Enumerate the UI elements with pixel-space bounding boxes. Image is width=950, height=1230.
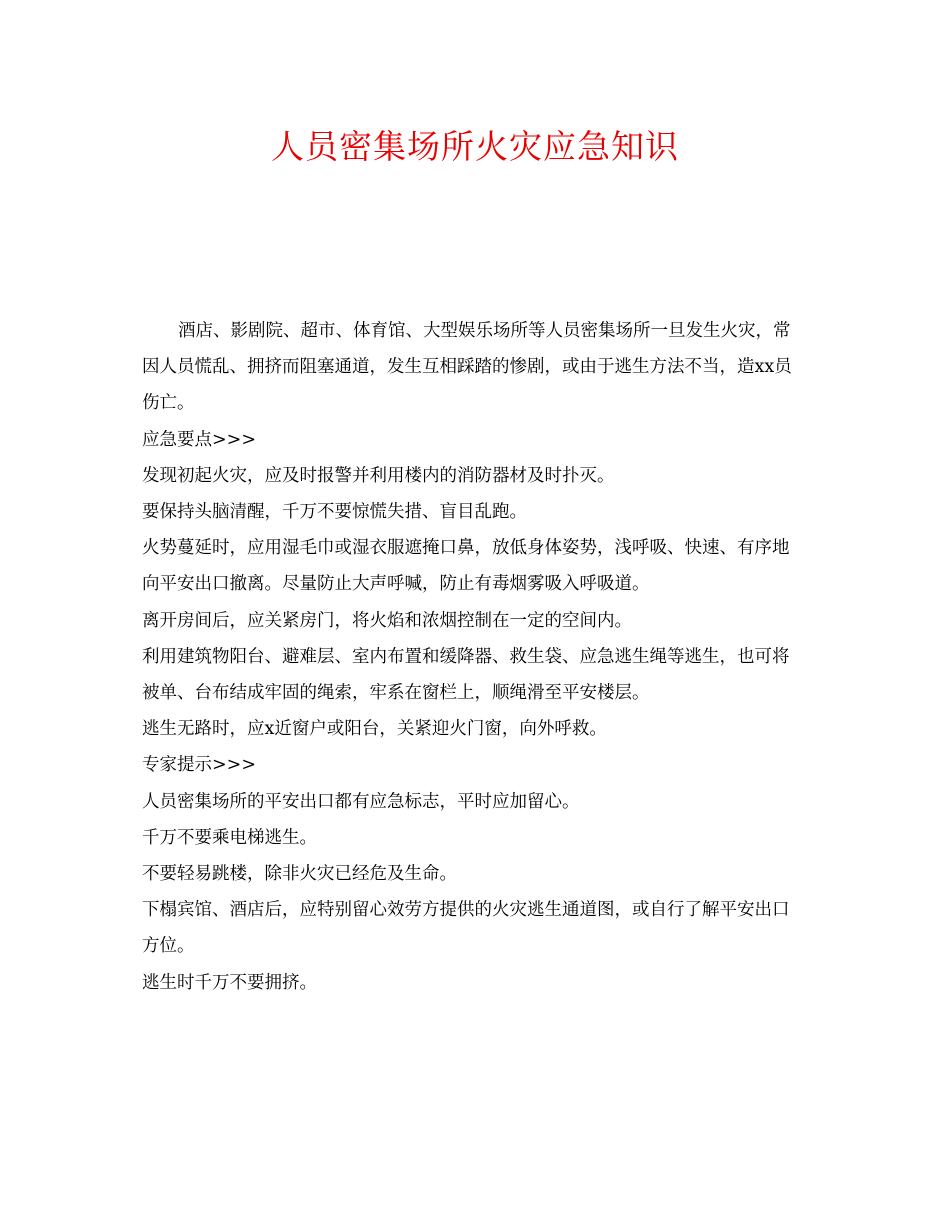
- emergency-point-3: 火势蔓延时，应用湿毛巾或湿衣服遮掩口鼻，放低身体姿势，浅呼吸、快速、有序地向平安出口撤离。尽量防止大声呼喊，防止有毒烟雾吸入呼吸道。: [142, 538, 790, 595]
- section-heading-expert-tips: 专家提示>>>: [142, 755, 256, 776]
- expert-tip-3: 不要轻易跳楼，除非火灾已经危及生命。: [142, 864, 457, 885]
- emergency-point-2: 要保持头脑清醒，千万不要惊慌失措、盲目乱跑。: [142, 502, 527, 523]
- emergency-point-4: 离开房间后，应关紧房门，将火焰和浓烟控制在一定的空间内。: [142, 610, 632, 631]
- emergency-point-5: 利用建筑物阳台、避难层、室内布置和缓降器、救生袋、应急逃生绳等逃生，也可将被单、台布结成牢固的绳索，牢系在窗栏上，顺绳滑至平安楼层。: [142, 646, 790, 704]
- expert-tip-5: 逃生时千万不要拥挤。: [142, 972, 317, 993]
- document-body: [142, 313, 802, 1001]
- section-heading-emergency-points: 应急要点>>>: [142, 429, 256, 450]
- emergency-point-6: 逃生无路时，应x近窗户或阳台，关紧迎火门窗，向外呼救。: [142, 719, 607, 740]
- expert-tip-2: 千万不要乘电梯逃生。: [142, 827, 317, 848]
- expert-tip-4: 下榻宾馆、酒店后，应特别留心效劳方提供的火灾逃生通道图，或自行了解平安出口方位。: [142, 900, 790, 957]
- emergency-point-1: 发现初起火灾，应及时报警并利用楼内的消防器材及时扑灭。: [142, 465, 615, 486]
- intro-paragraph: 酒店、影剧院、超市、体育馆、大型娱乐场所等人员密集场所一旦发生火灾，常因人员慌乱、拥挤而阻塞通道，发生互相踩踏的惨剧，或由于逃生方法不当，造xx员伤亡。: [142, 321, 792, 414]
- expert-tip-1: 人员密集场所的平安出口都有应急标志，平时应加留心。: [142, 791, 580, 812]
- document-title: 人员密集场所火灾应急知识: [271, 127, 679, 166]
